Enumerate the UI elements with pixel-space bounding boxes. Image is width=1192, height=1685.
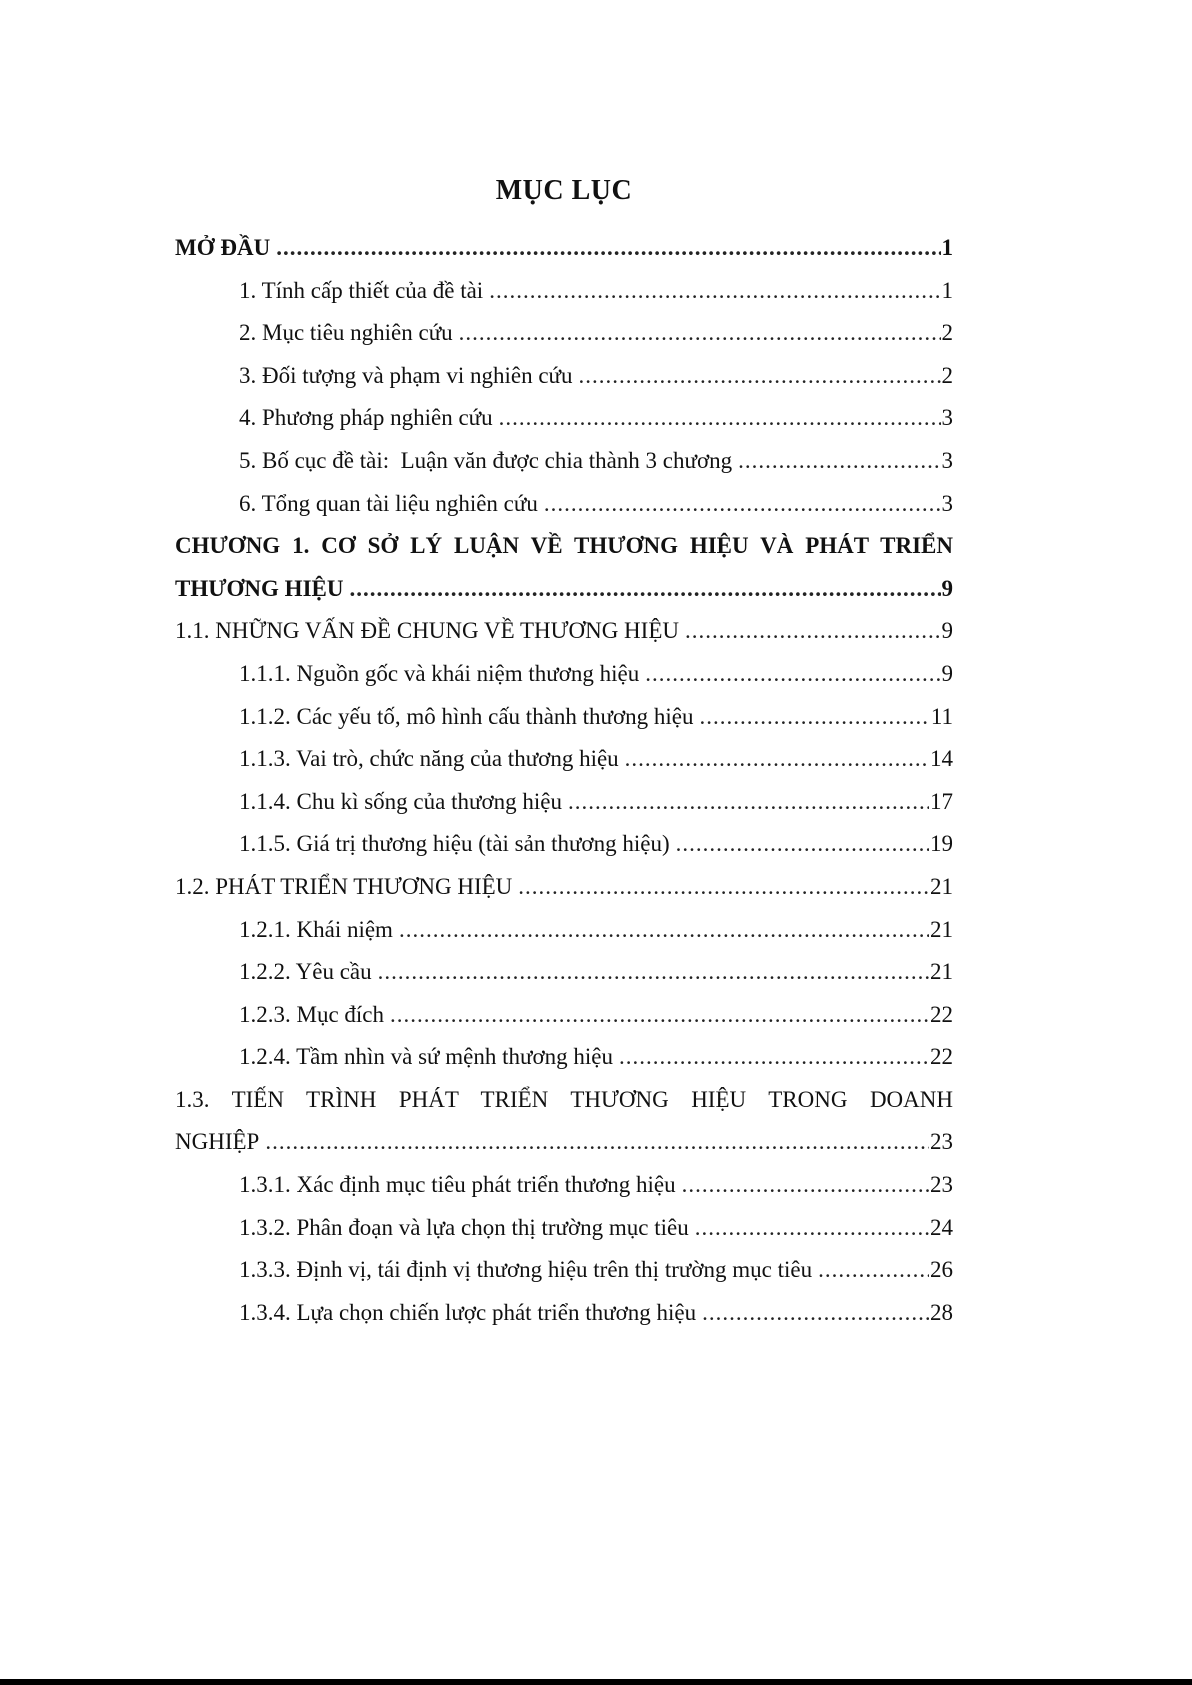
toc-entry-label: 1.3.1. Xác định mục tiêu phát triển thương hiệu <box>239 1172 676 1198</box>
toc-page-number: 1 <box>941 235 953 260</box>
toc-dot-leader <box>390 994 929 1037</box>
toc-dot-leader <box>265 1121 929 1164</box>
toc-entry[interactable] <box>175 696 953 739</box>
toc-entry[interactable] <box>175 823 953 866</box>
toc-dot-leader <box>685 610 941 653</box>
toc-entry[interactable] <box>175 440 953 483</box>
page-title: MỤC LỤC <box>495 175 633 206</box>
table-of-contents <box>175 227 953 1334</box>
toc-entry[interactable] <box>175 781 953 824</box>
toc-dot-leader <box>489 270 940 313</box>
toc-page-number: 11 <box>930 703 953 729</box>
toc-entry-label: 2. Mục tiêu nghiên cứu <box>239 320 453 346</box>
toc-page-number: 14 <box>930 746 953 772</box>
toc-page-number: 23 <box>930 1129 953 1155</box>
toc-entry-label: 1.2.2. Yêu cầu <box>239 959 372 985</box>
toc-dot-leader <box>378 951 929 994</box>
toc-entry-label: 1.1. NHỮNG VẤN ĐỀ CHUNG VỀ THƯƠNG HIỆU <box>175 618 679 644</box>
toc-entry[interactable] <box>175 653 953 696</box>
toc-page <box>175 170 953 1334</box>
toc-page-number: 26 <box>930 1257 953 1283</box>
toc-dot-leader <box>349 568 940 611</box>
toc-entry-label: 1.1.5. Giá trị thương hiệu (tài sản thương hiệu) <box>239 831 670 857</box>
toc-page-number: 19 <box>930 831 953 857</box>
toc-entry-label: 1.3.2. Phân đoạn và lựa chọn thị trường mục tiêu <box>239 1214 689 1240</box>
toc-entry-label: CHƯƠNG 1. CƠ SỞ LÝ LUẬN VỀ THƯƠNG HIỆU VÀ PHÁT TRIỂN <box>175 533 953 559</box>
toc-dot-leader <box>702 1292 929 1335</box>
toc-dot-leader <box>700 696 930 739</box>
toc-entry-mo-dau[interactable] <box>175 227 953 270</box>
toc-entry-label: 3. Đối tượng và phạm vi nghiên cứu <box>239 362 573 388</box>
toc-page-number: 22 <box>930 1001 953 1027</box>
toc-entry-label: 1.1.1. Nguồn gốc và khái niệm thương hiệu <box>239 660 640 686</box>
toc-page-number: 17 <box>930 788 953 814</box>
toc-page-number: 3 <box>941 490 953 516</box>
toc-entry-label: 1.1.3. Vai trò, chức năng của thương hiệu <box>239 746 619 772</box>
toc-entry[interactable] <box>175 1292 953 1335</box>
toc-page-number: 1 <box>941 277 953 303</box>
toc-dot-leader <box>619 1036 929 1079</box>
toc-page-number: 24 <box>930 1214 953 1240</box>
toc-entry-label: MỞ ĐẦU <box>175 235 271 260</box>
toc-entry-label: 1.2.4. Tầm nhìn và sứ mệnh thương hiệu <box>239 1044 613 1070</box>
toc-page-number: 21 <box>930 916 953 942</box>
toc-entry-label: 1.3. TIẾN TRÌNH PHÁT TRIỂN THƯƠNG HIỆU TRONG DOANH <box>175 1086 953 1112</box>
toc-entry[interactable] <box>175 951 953 994</box>
toc-entry-section-1-3-line-2[interactable] <box>175 1121 953 1164</box>
toc-entry-label: 1.1.2. Các yếu tố, mô hình cấu thành thương hiệu <box>239 703 694 729</box>
toc-entry[interactable] <box>175 1036 953 1079</box>
toc-entry[interactable] <box>175 738 953 781</box>
toc-entry-label: THƯƠNG HIỆU <box>175 575 344 601</box>
toc-entry-label: 1.1.4. Chu kì sống của thương hiệu <box>239 788 562 814</box>
toc-entry[interactable] <box>175 994 953 1037</box>
toc-entry[interactable] <box>175 355 953 398</box>
toc-page-number: 21 <box>930 959 953 985</box>
toc-entry[interactable] <box>175 270 953 313</box>
toc-entry-chapter-1-line-1[interactable] <box>175 525 953 568</box>
toc-dot-leader <box>738 440 940 483</box>
toc-entry-section-1-3-line-1[interactable] <box>175 1079 953 1122</box>
toc-page-number: 9 <box>941 575 953 601</box>
toc-dot-leader <box>579 355 941 398</box>
toc-entry[interactable] <box>175 1249 953 1292</box>
toc-page-number: 3 <box>941 405 953 431</box>
toc-entry-label: NGHIỆP <box>175 1129 260 1155</box>
toc-entry-label: 1.2. PHÁT TRIỂN THƯƠNG HIỆU <box>175 873 513 899</box>
toc-entry[interactable] <box>175 1164 953 1207</box>
toc-page-number: 9 <box>941 660 953 686</box>
toc-entry-label: 5. Bố cục đề tài: Luận văn được chia thành 3 chương <box>239 447 733 473</box>
toc-dot-leader <box>544 483 941 526</box>
toc-entry-label: 6. Tổng quan tài liệu nghiên cứu <box>239 490 538 516</box>
toc-dot-leader <box>459 312 941 355</box>
toc-entry-section[interactable] <box>175 610 953 653</box>
toc-dot-leader <box>682 1164 929 1207</box>
toc-dot-leader <box>518 866 929 909</box>
toc-page-number: 3 <box>941 447 953 473</box>
toc-entry-label: 1. Tính cấp thiết của đề tài <box>239 277 484 303</box>
toc-page-number: 9 <box>941 618 953 644</box>
toc-page-number: 28 <box>930 1299 953 1325</box>
toc-dot-leader <box>676 823 929 866</box>
toc-entry-section[interactable] <box>175 866 953 909</box>
toc-entry[interactable] <box>175 397 953 440</box>
toc-dot-leader <box>276 227 940 270</box>
toc-page-number: 2 <box>941 320 953 346</box>
toc-page-number: 21 <box>930 873 953 899</box>
toc-dot-leader <box>818 1249 929 1292</box>
toc-page-number: 23 <box>930 1172 953 1198</box>
toc-dot-leader <box>499 397 941 440</box>
toc-entry-label: 1.3.3. Định vị, tái định vị thương hiệu trên thị trường mục tiêu <box>239 1257 813 1283</box>
toc-entry[interactable] <box>175 312 953 355</box>
toc-entry-chapter-1-line-2[interactable] <box>175 568 953 611</box>
toc-entry-label: 1.3.4. Lựa chọn chiến lược phát triển thương hiệu <box>239 1299 697 1325</box>
toc-page-number: 22 <box>930 1044 953 1070</box>
toc-entry-label: 1.2.3. Mục đích <box>239 1001 385 1027</box>
toc-dot-leader <box>645 653 940 696</box>
toc-dot-leader <box>695 1207 929 1250</box>
toc-entry-label: 1.2.1. Khái niệm <box>239 916 393 942</box>
toc-entry[interactable] <box>175 1207 953 1250</box>
toc-dot-leader <box>399 909 929 952</box>
toc-entry[interactable] <box>175 483 953 526</box>
toc-page-number: 2 <box>941 362 953 388</box>
page-bottom-border <box>0 1679 1192 1685</box>
toc-dot-leader <box>625 738 929 781</box>
toc-dot-leader <box>568 781 929 824</box>
toc-entry-label: 4. Phương pháp nghiên cứu <box>239 405 493 431</box>
toc-entry[interactable] <box>175 909 953 952</box>
